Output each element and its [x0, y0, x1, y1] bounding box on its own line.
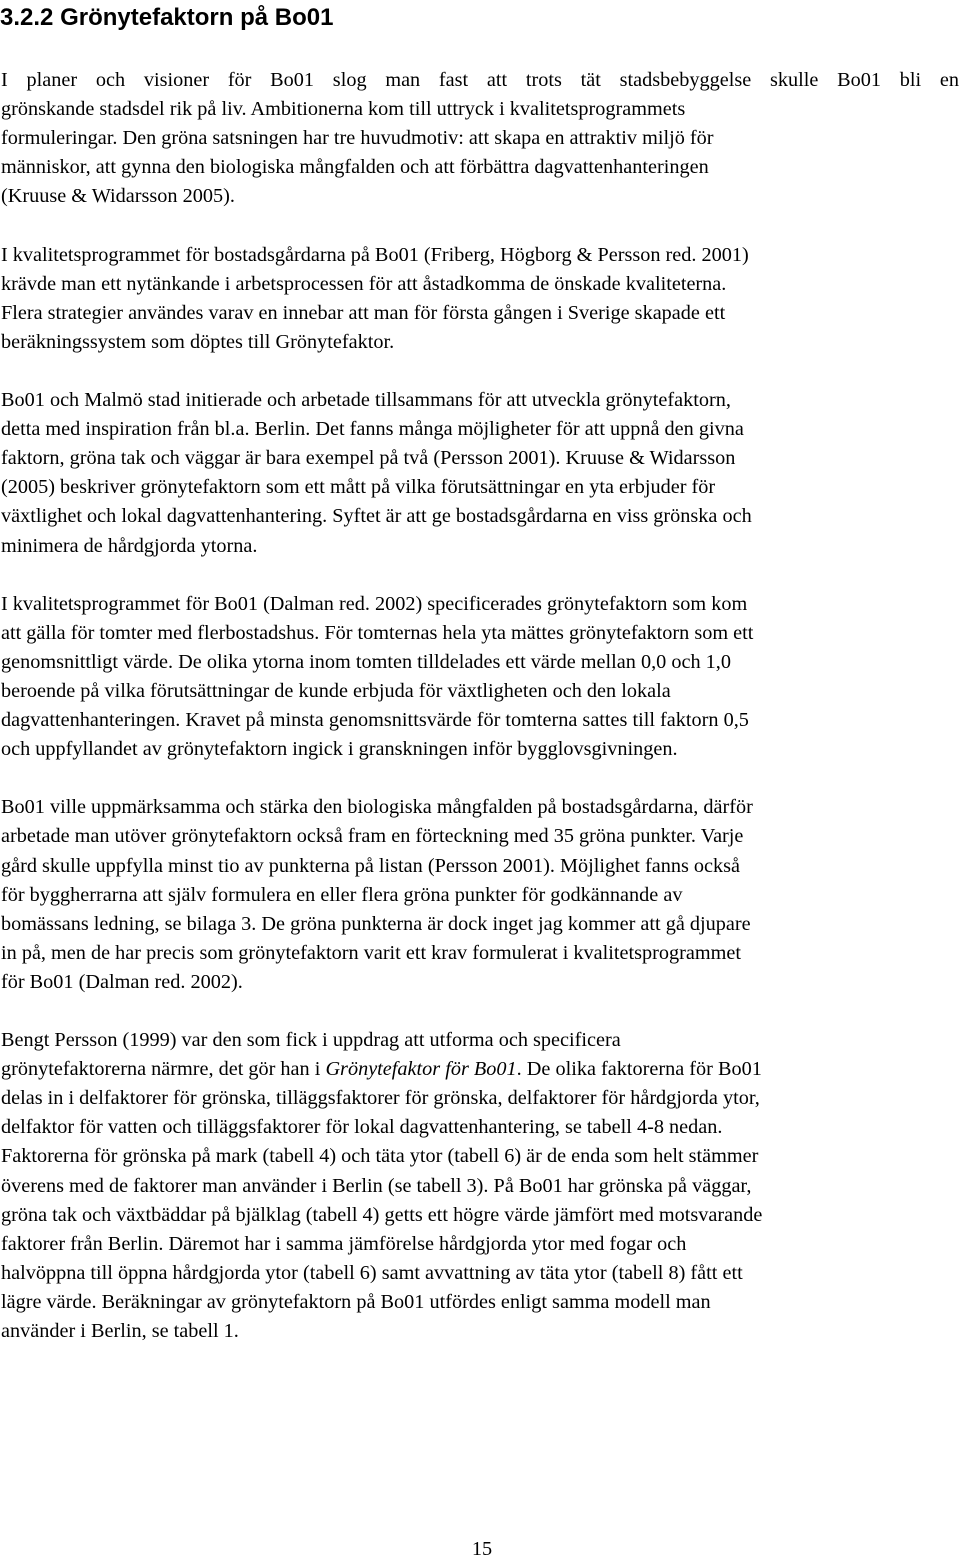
text-line: arbetade man utöver grönytefaktorn också fram en förteckning med 35 gröna punkter. Varje [1, 825, 744, 848]
paragraph [1, 66, 959, 211]
text-line: att gälla för tomter med flerbostadshus. För tomternas hela yta mättes grönytefaktorn som ett [1, 621, 754, 644]
text-run: grönytefaktorerna närmre, det gör han i [1, 1058, 326, 1081]
paragraph [1, 241, 959, 357]
section-heading [0, 4, 333, 32]
text-line: grönskande stadsdel rik på liv. Ambitionerna kom till uttryck i kvalitetsprogrammets [1, 98, 686, 121]
text-line: beräkningssystem som döptes till Grönytefaktor. [1, 330, 395, 353]
text-line: överens med de faktorer man använder i Berlin (se tabell 3). På Bo01 har grönska på väggar, [1, 1174, 752, 1197]
text-line: faktorer från Berlin. Däremot har i samma jämförelse hårdgjorda ytor med fogar och [1, 1232, 687, 1255]
text-line: Faktorerna för grönska på mark (tabell 4) och täta ytor (tabell 6) är de enda som helt stämmer [1, 1145, 759, 1168]
text-line: delas in i delfaktorer för grönska, tilläggsfaktorer för grönska, delfaktorer för hårdgjorda ytor, [1, 1087, 760, 1110]
section-number: 3.2.2 [0, 4, 54, 31]
text-line: och uppfyllandet av grönytefaktorn ingick i granskningen inför bygglovsgivningen. [1, 738, 678, 761]
text-line: bomässans ledning, se bilaga 3. De gröna punkterna är dock inget jag kommer att gå djupare [1, 912, 751, 935]
text-line: detta med inspiration från bl.a. Berlin. Det fanns många möjligheter för att uppnå den givna [1, 418, 744, 441]
text-line: Bo01 och Malmö stad initierade och arbetade tillsammans för att utveckla grönytefaktorn, [1, 389, 731, 412]
text-line: genomsnittligt värde. De olika ytorna inom tomten tilldelades ett värde mellan 0,0 och 1,0 [1, 650, 731, 673]
text-line: I planer och visioner för Bo01 slog man fast att trots tät stadsbebyggelse skulle Bo01 bli en [1, 69, 959, 91]
text-line: (2005) beskriver grönytefaktorn som ett mått på vilka förutsättningar en yta erbjuder för [1, 476, 716, 499]
text-line: Bo01 ville uppmärksamma och stärka den biologiska mångfalden på bostadsgårdarna, därför [1, 796, 753, 819]
body-text [1, 66, 959, 1346]
text-line: krävde man ett nytänkande i arbetsprocessen för att åstadkomma de önskade kvaliteterna. [1, 272, 727, 295]
text-line: beroende på vilka förutsättningar de kunde erbjuda för växtligheten och den lokala [1, 679, 671, 702]
text-line: använder i Berlin, se tabell 1. [1, 1320, 239, 1343]
text-line: människor, att gynna den biologiska mångfalden och att förbättra dagvattenhanteringen [1, 156, 709, 179]
paragraph [1, 590, 959, 765]
text-line: formuleringar. Den gröna satsningen har tre huvudmotiv: att skapa en attraktiv miljö för [1, 127, 714, 150]
text-line [1, 1055, 959, 1084]
text-line: för byggherrarna att själv formulera en eller flera gröna punkter för godkännande av [1, 883, 683, 906]
text-line: för Bo01 (Dalman red. 2002). [1, 970, 243, 993]
text-line: växtlighet och lokal dagvattenhantering. Syftet är att ge bostadsgårdarna en viss grönska och [1, 505, 752, 528]
text-line: halvöppna till öppna hårdgjorda ytor (tabell 6) samt avvattning av täta ytor (tabell 8) fått ett [1, 1261, 743, 1284]
text-line: lägre värde. Beräkningar av grönytefaktorn på Bo01 utfördes enligt samma modell man [1, 1290, 711, 1313]
text-line: gröna tak och växtbäddar på bjälklag (tabell 4) getts ett högre värde jämfört med motsvarande [1, 1203, 763, 1226]
text-line: Bengt Persson (1999) var den som fick i uppdrag att utforma och specificera [1, 1029, 621, 1052]
text-line: dagvattenhanteringen. Kravet på minsta genomsnittsvärde för tomterna sattes till faktorn 0,5 [1, 709, 749, 732]
text-line: (Kruuse & Widarsson 2005). [1, 185, 235, 208]
section-title: Grönytefaktorn på Bo01 [60, 4, 334, 31]
page-number: 15 [471, 1538, 493, 1560]
text-line: Flera strategier användes varav en innebar att man för första gången i Sverige skapade ett [1, 301, 726, 324]
paragraph [1, 386, 959, 561]
text-line: faktorn, gröna tak och väggar är bara exempel på två (Persson 2001). Kruuse & Widarsson [1, 447, 736, 470]
text-line: minimera de hårdgjorda ytorna. [1, 534, 258, 557]
paragraph [1, 793, 959, 997]
text-line: in på, men de har precis som grönytefaktorn varit ett krav formulerat i kvalitetsprogrammet [1, 941, 742, 964]
italic-title: Grönytefaktor för Bo01 [325, 1058, 517, 1081]
text-line: I kvalitetsprogrammet för Bo01 (Dalman red. 2002) specificerades grönytefaktorn som kom [1, 592, 748, 615]
text-line: delfaktor för vatten och tilläggsfaktorer för lokal dagvattenhantering, se tabell 4-8 nedan. [1, 1116, 723, 1139]
text-line: I kvalitetsprogrammet för bostadsgårdarna på Bo01 (Friberg, Högborg & Persson red. 2001) [1, 243, 749, 266]
text-line: gård skulle uppfylla minst tio av punkterna på listan (Persson 2001). Möjlighet fanns också [1, 854, 740, 877]
paragraph [1, 1026, 959, 1346]
text-run: . De olika faktorerna för Bo01 [516, 1058, 762, 1081]
